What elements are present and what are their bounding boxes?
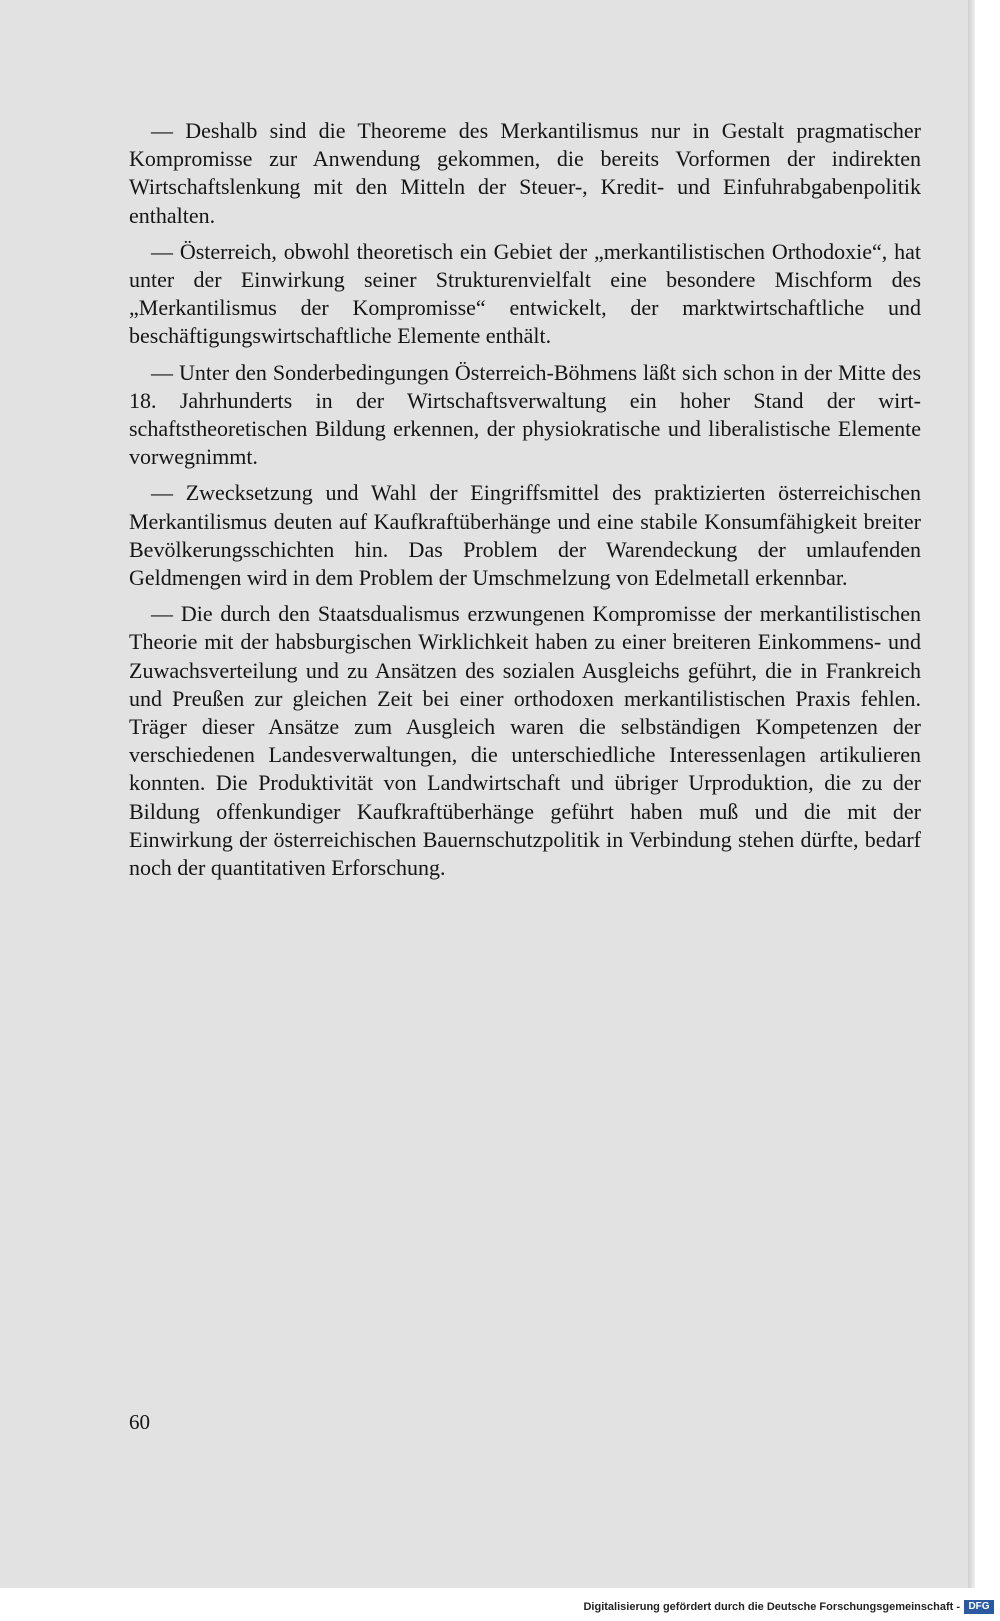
digitization-footer [0,1588,1000,1621]
paragraph-5: — Die durch den Staatsdualismus erzwungenen Kompromisse der merkantilistischen Theorie mit der habsburgischen Wirklichkeit haben zu einer breiteren Einkommens- und Zuwachsverteilung und zu Ansätzen des sozialen Ausgleichs geführt, die in Frankreich und Preußen zur gleichen Zeit bei einer orthodoxen merkantilistischen Praxis fehlen. Träger dieser Ansätze zum Ausgleich waren die selbständigen Kompetenzen der verschiedenen Landesverwaltungen, die unterschiedliche Interessenlagen artikulieren konnten. Die Produktivität von Landwirtschaft und übriger Urproduktion, die zu der Bildung offenkundiger Kaufkraftüberhänge geführt haben muß und die mit der Einwirkung der österreichischen Bauernschutzpolitik in Verbindung stehen dürfte, bedarf noch der quantitativen Erforschung. [129,601,921,881]
page-number: 60 [129,1410,150,1434]
paragraph-3: — Unter den Sonderbedingungen Österreich-Böhmens läßt sich schon in der Mitte des 18. Jahrhunderts in der Wirtschaftsverwaltung ein hoher Stand der wirtschaftstheoretischen Bildung erkennen, der physiokratische und liberalistische Elemente vorwegnimmt. [129,359,921,470]
paragraph-4: — Zwecksetzung und Wahl der Eingriffsmittel des praktizierten österreichischen Merkantilismus deuten auf Kaufkraftüberhänge und eine stabile Konsumfähigkeit breiter Bevölkerungsschichten hin. Das Problem der Warendeckung der umlaufenden Geldmengen wird in dem Problem der Umschmelzung von Edelmetall erkennbar. [129,480,921,591]
paragraph-1: — Deshalb sind die Theoreme des Merkantilismus nur in Gestalt pragmatischer Kompromisse zur Anwendung gekommen, die bereits Vorformen der indirekten Wirtschaftslenkung mit den Mitteln der Steuer-, Kredit- und Einfuhrabgabenpolitik enthalten. [129,118,921,228]
page-edge-shadow [968,0,975,1588]
paragraph-2: — Österreich, obwohl theoretisch ein Gebiet der „merkantilistischen Orthodoxie“, hat unter der Einwirkung seiner Strukturenvielfalt eine besondere Mischform des „Merkantilismus der Kompromisse“ entwickelt, der marktwirtschaftliche und beschäftigungswirtschaftliche Elemente enthält. [129,238,921,349]
footer-credit-text: Digitalisierung gefördert durch die Deutsche Forschungsgemeinschaft - [583,1601,960,1613]
body-text [129,117,921,890]
dfg-logo: DFG [964,1600,994,1614]
